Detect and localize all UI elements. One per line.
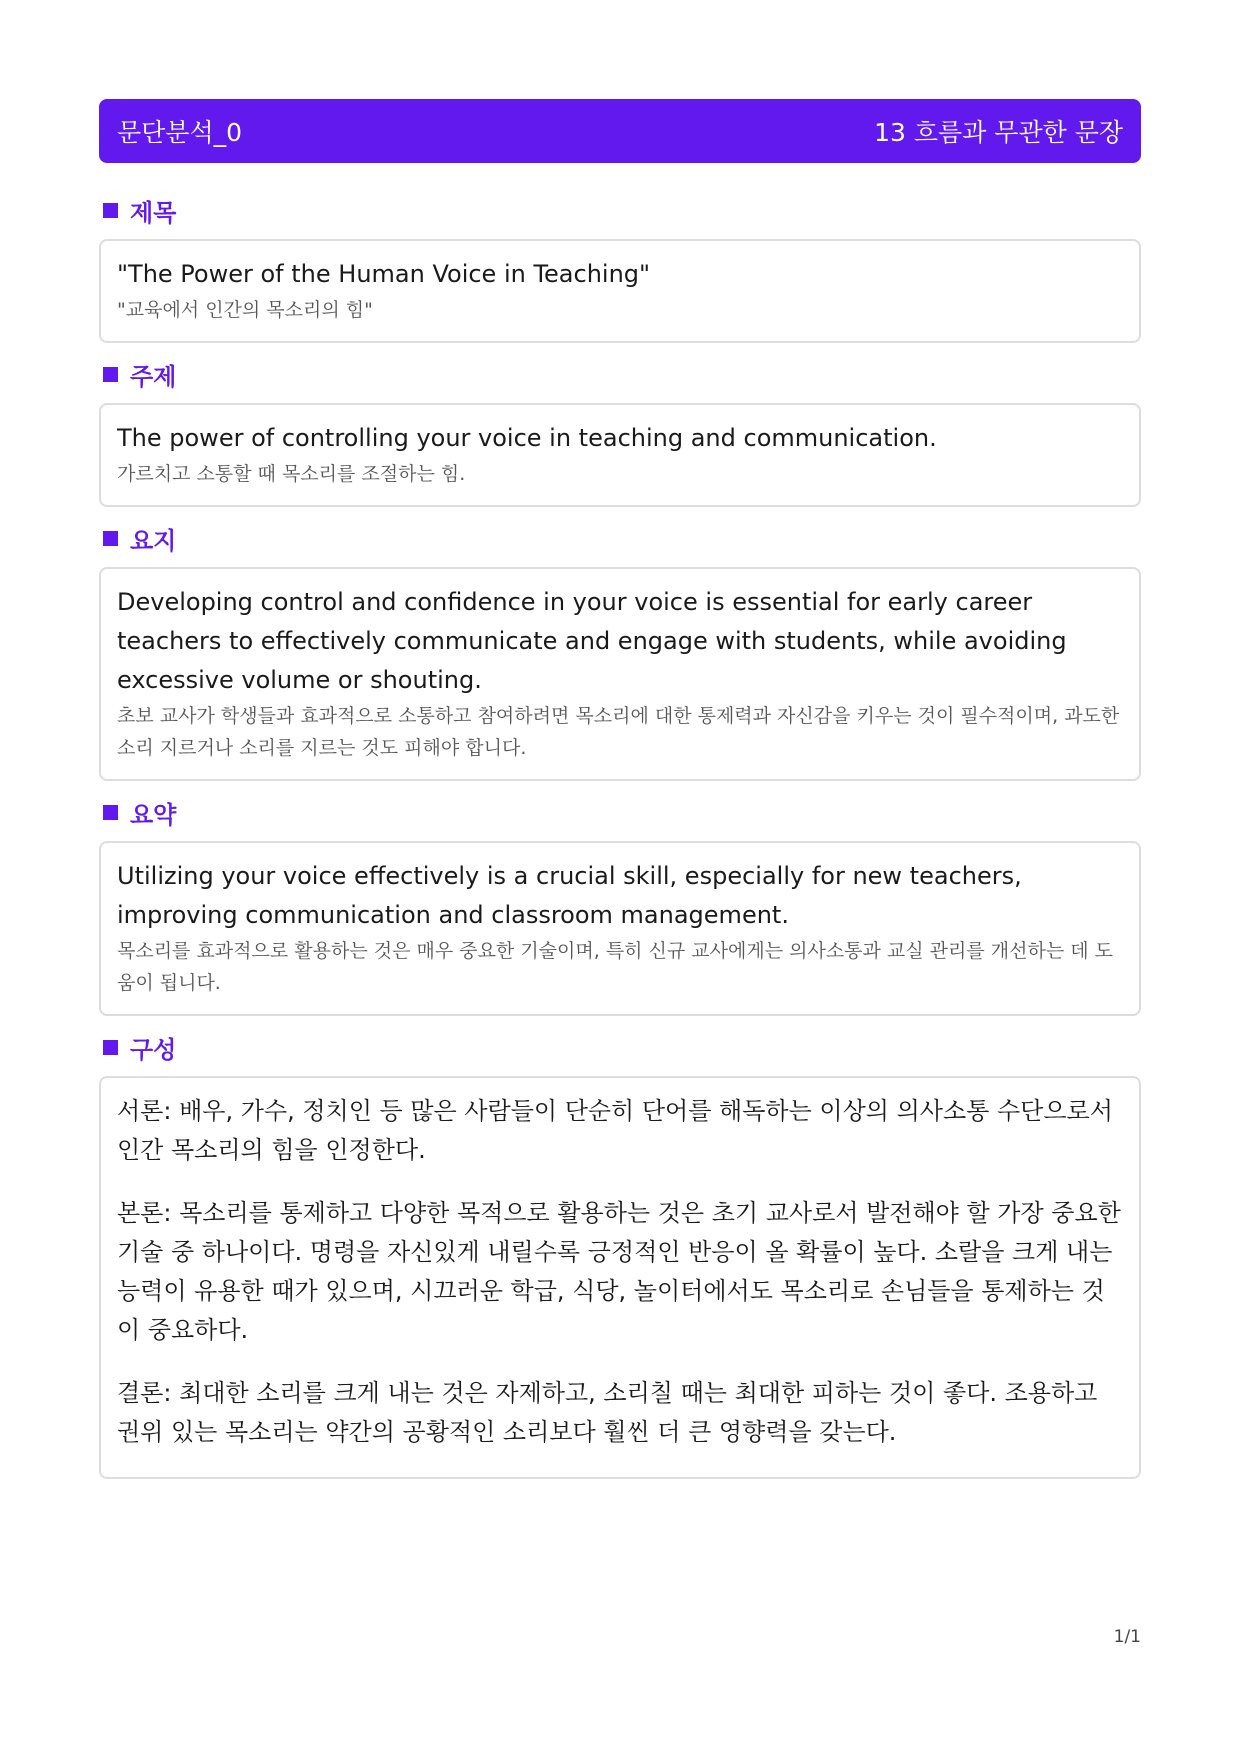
section-heading-theme — [103, 358, 176, 390]
structure-box — [99, 1076, 1141, 1479]
gist-en: Developing control and confidence in your voice is essential for early career teachers to effectively communicate and engage with students, while avoiding excessive volume or shouting. — [117, 588, 1067, 694]
section-heading-label: 제목 — [130, 198, 177, 227]
gist-ko: 초보 교사가 학생들과 효과적으로 소통하고 참여하려면 목소리에 대한 통제력과 자신감을 키우는 것이 필수적이며, 과도한 소리 지르거나 소리를 지르는 것도 피해야 합니다. — [117, 705, 1120, 759]
page-header — [99, 99, 1141, 163]
section-heading-summary — [103, 796, 176, 828]
title-ko: "교육에서 인간의 목소리의 힘" — [117, 299, 373, 321]
theme-en: The power of controlling your voice in teaching and communication. — [117, 424, 937, 452]
summary-ko: 목소리를 효과적으로 활용하는 것은 매우 중요한 기술이며, 특히 신규 교사에게는 의사소통과 교실 관리를 개선하는 데 도움이 됩니다. — [117, 940, 1113, 994]
structure-conclusion: 결론: 최대한 소리를 크게 내는 것은 자제하고, 소리칠 때는 최대한 피하는 것이 좋다. 조용하고 권위 있는 목소리는 약간의 공황적인 소리보다 훨씬 더 큰 영향력을 갖는다. — [117, 1379, 1098, 1446]
theme-ko: 가르치고 소통할 때 목소리를 조절하는 힘. — [117, 463, 466, 485]
section-heading-label: 구성 — [130, 1035, 177, 1064]
square-bullet-icon — [103, 531, 118, 546]
theme-box — [99, 403, 1141, 507]
structure-body: 본론: 목소리를 통제하고 다양한 목적으로 활용하는 것은 초기 교사로서 발전해야 할 가장 중요한 기술 중 하나이다. 명령을 자신있게 내릴수록 긍정적인 반응이 올 확률이 높다. 소랄을 크게 내는 능력이 유용한 때가 있으며, 시끄러운 학급, 식당, 놀이터에서도 목소리로 손님들을 통제하는 것이 중요하다. — [117, 1199, 1121, 1344]
section-heading-structure — [103, 1031, 176, 1063]
title-en: "The Power of the Human Voice in Teaching" — [117, 260, 651, 288]
section-heading-label: 주제 — [130, 362, 177, 391]
section-heading-label: 요약 — [130, 800, 177, 829]
structure-intro: 서론: 배우, 가수, 정치인 등 많은 사람들이 단순히 단어를 해독하는 이상의 의사소통 수단으로서 인간 목소리의 힘을 인정한다. — [117, 1097, 1113, 1164]
page-number: 1/1 — [1113, 1627, 1141, 1647]
header-right-title: 13 흐름과 무관한 문장 — [874, 118, 1123, 147]
square-bullet-icon — [103, 805, 118, 820]
title-box — [99, 239, 1141, 343]
section-heading-label: 요지 — [130, 526, 177, 555]
square-bullet-icon — [103, 1040, 118, 1055]
section-heading-title — [103, 194, 176, 226]
square-bullet-icon — [103, 203, 118, 218]
section-heading-gist — [103, 522, 176, 554]
summary-en: Utilizing your voice effectively is a crucial skill, especially for new teachers, improving communication and classroom management. — [117, 862, 1022, 929]
square-bullet-icon — [103, 367, 118, 382]
summary-box — [99, 841, 1141, 1016]
header-left-title: 문단분석_0 — [117, 118, 243, 147]
gist-box — [99, 567, 1141, 781]
